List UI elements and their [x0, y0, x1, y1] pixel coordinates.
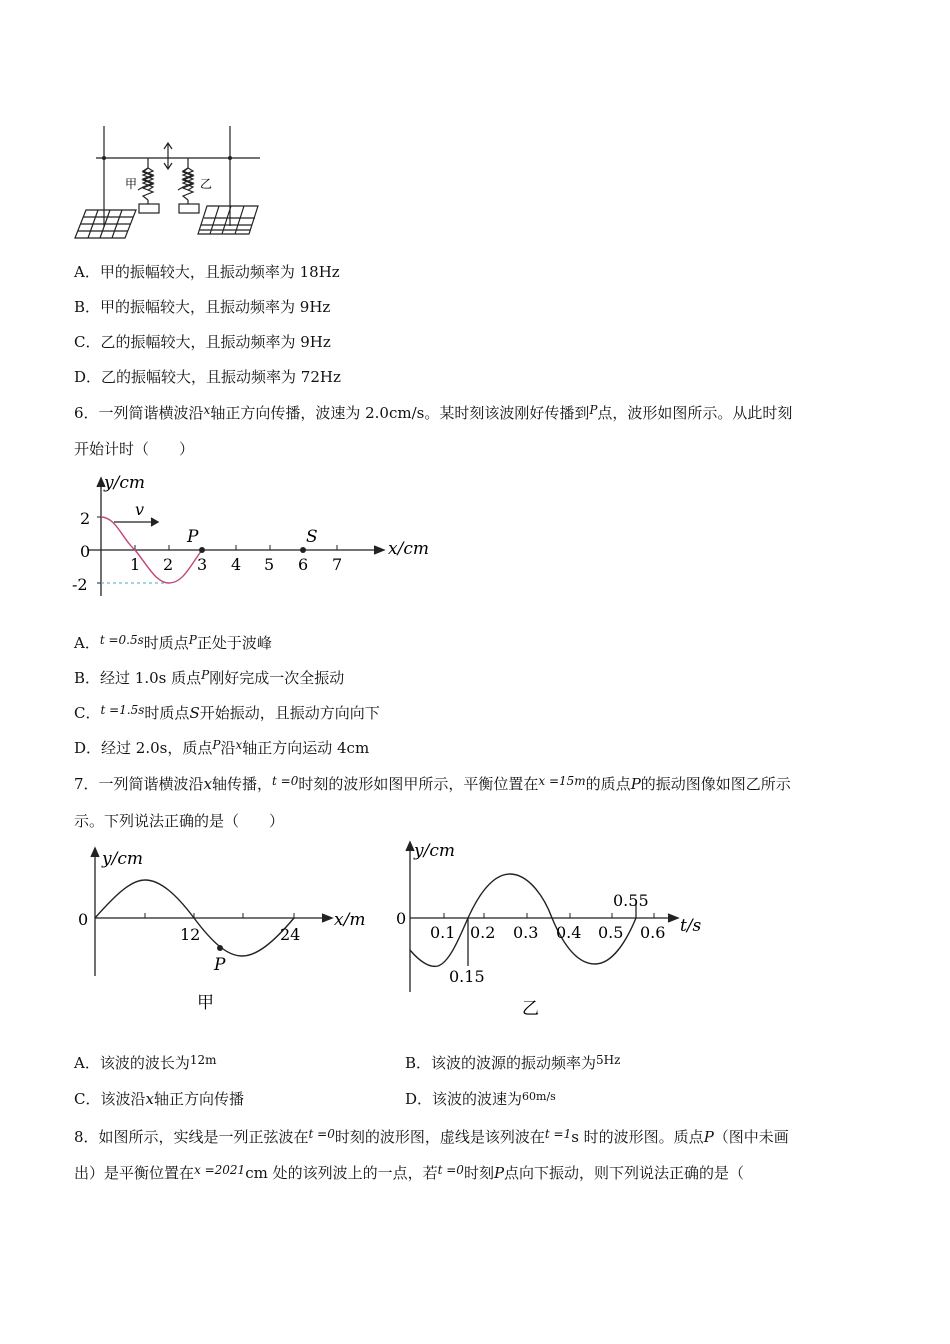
q7a-x-tick: 24: [280, 925, 301, 944]
q7-stem-line1: 7．一列简谐横波沿x轴传播，$^{t =0}$时刻的波形如图甲所示，平衡位置在$^{x =15m}$的质点P的振动图像如图乙所示: [74, 774, 791, 793]
q6-option-a: A．$^{t =0.5s}$时质点$^P$正处于波峰: [74, 633, 272, 652]
q6-x-tick: 7: [332, 555, 343, 574]
q7a-y-label: y/cm: [102, 849, 143, 869]
q6-option-d: D．经过 2.0s，质点$^P$沿$^x$轴正方向运动 4cm: [74, 738, 370, 757]
q7b-y-label: y/cm: [414, 841, 455, 861]
q6-y-tick: 2: [80, 509, 91, 528]
q7a-origin: 0: [78, 910, 89, 929]
q7b-t-tick: 0.3: [513, 923, 539, 942]
q7b-t-tick: 0.1: [430, 923, 456, 942]
q6-x-label: x/cm: [388, 539, 429, 559]
q7-option-d: D．该波的波速为$^{60m/s}$: [405, 1090, 556, 1108]
q6-x-tick: 2: [163, 555, 174, 574]
q7b-mark-015: 0.15: [449, 967, 485, 986]
q7-vibration-figure-b: [392, 838, 712, 1020]
q7-option-a: A．该波的波长为$^{12m}$: [74, 1053, 217, 1072]
q7a-x-label: x/m: [334, 910, 366, 930]
q6-option-c: C．$^{t =1.5s}$时质点S开始振动，且振动方向向下: [74, 703, 380, 722]
q7b-x-label: t/s: [680, 916, 702, 936]
q5-option-d: D．乙的振幅较大，且振动频率为 72Hz: [74, 368, 341, 386]
q6-p-label: P: [187, 527, 199, 547]
q5-option-c: C．乙的振幅较大，且振动频率为 9Hz: [74, 333, 331, 351]
q7-option-c: C．该波沿x轴正方向传播: [74, 1090, 244, 1108]
q6-x-tick: 1: [130, 555, 141, 574]
q8-stem-line2: 出）是平衡位置在$^{x =2021}$cm 处的该列波上的一点，若$^{t =0}$时刻P点向下振动，则下列说法正确的是（: [74, 1163, 745, 1182]
q7b-caption: 乙: [522, 999, 539, 1019]
q7-wave-figure-a: [70, 842, 370, 1020]
q6-s-label: S: [306, 527, 318, 547]
q7a-x-tick: 12: [180, 925, 201, 944]
q6-x-tick: 5: [264, 555, 275, 574]
q7-stem-line2: 示。下列说法正确的是（ ）: [74, 812, 285, 830]
q6-wave-graph: [68, 470, 440, 602]
q7-option-b: B．该波的波源的振动频率为$^{5Hz}$: [405, 1053, 621, 1072]
q6-y-tick: 0: [80, 542, 91, 561]
q6-v-label: v: [135, 500, 145, 519]
q6-stem-line2: 开始计时（ ）: [74, 440, 195, 458]
q6-stem-line1: 6．一列简谐横波沿$^x$轴正方向传播，波速为 2.0cm/s。某时刻该波刚好传播到$^P$点，波形如图所示。从此时刻: [74, 403, 793, 422]
q5-spring-figure: [70, 122, 270, 244]
q6-y-tick: -2: [72, 575, 88, 594]
q6-y-label: y/cm: [104, 473, 145, 493]
q7b-t-tick: 0.5: [598, 923, 624, 942]
q7b-origin: 0: [396, 909, 407, 928]
q6-x-tick: 4: [231, 555, 242, 574]
q7a-caption: 甲: [197, 993, 214, 1013]
q7a-p-label: P: [214, 955, 226, 975]
q5-right-label: 乙: [200, 177, 213, 191]
q7b-t-tick: 0.2: [470, 923, 496, 942]
q6-x-tick: 6: [298, 555, 309, 574]
q7b-t-tick: 0.4: [556, 923, 582, 942]
q8-stem-line1: 8．如图所示，实线是一列正弦波在$^{t =0}$时刻的波形图，虚线是该列波在$^{t =1}$s 时的波形图。质点P（图中未画: [74, 1127, 789, 1146]
q5-option-b: B．甲的振幅较大，且振动频率为 9Hz: [74, 298, 331, 316]
q6-x-tick: 3: [197, 555, 208, 574]
q7b-t-tick: 0.6: [640, 923, 666, 942]
q5-option-a: A．甲的振幅较大，且振动频率为 18Hz: [74, 263, 340, 281]
q5-left-label: 甲: [125, 177, 138, 191]
q7b-mark-055: 0.55: [613, 891, 649, 910]
q6-option-b: B．经过 1.0s 质点$^P$刚好完成一次全振动: [74, 668, 345, 687]
